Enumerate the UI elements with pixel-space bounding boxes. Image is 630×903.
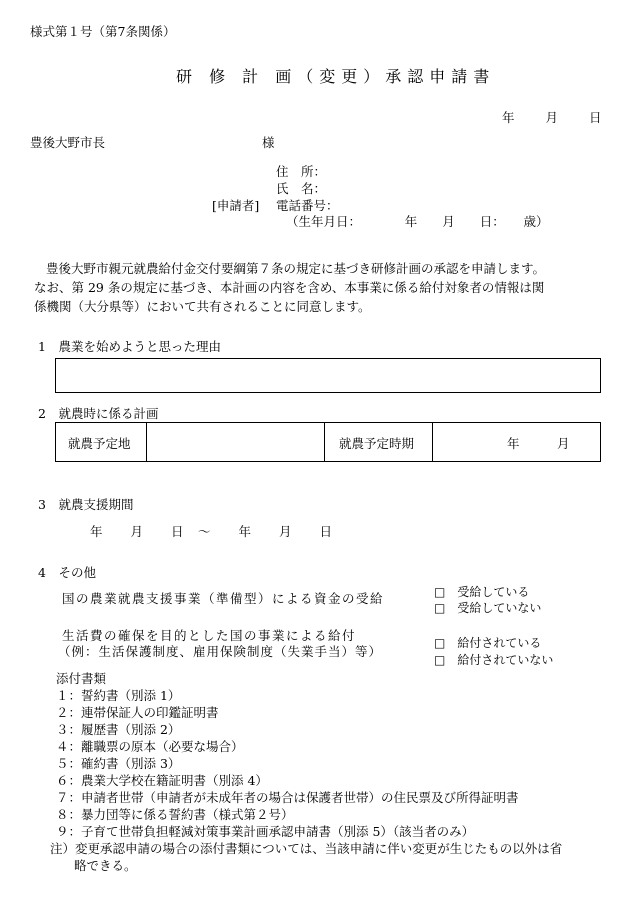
body-line-3: 係機関（大分県等）において共有されることに同意します。 bbox=[34, 299, 371, 314]
time-label: 就農予定時期 bbox=[339, 436, 415, 451]
document-title: 研 修 計 画（変更）承認申請書 bbox=[176, 67, 496, 86]
farming-plan-table bbox=[55, 422, 601, 462]
section-3-heading: 3 就農支援期間 bbox=[38, 497, 134, 512]
time-value: 年 月 bbox=[507, 436, 570, 451]
section-1-heading: 1 農業を始めようと思った理由 bbox=[38, 339, 221, 354]
place-label: 就農予定地 bbox=[68, 436, 131, 451]
q1-option-receiving[interactable]: □ 受給している bbox=[434, 585, 530, 599]
attachment-item: ３：履歴書（別添 2） bbox=[56, 722, 181, 737]
question-2-text-1: 生活費の確保を目的とした国の事業による給付 bbox=[62, 628, 357, 643]
body-line-2: なお、第 29 条の規定に基づき、本計画の内容を含め、本事業に係る給付対象者の情報は関 bbox=[34, 280, 545, 295]
q1-option-not-receiving[interactable]: □ 受給していない bbox=[434, 601, 542, 615]
address-label: 住 所： bbox=[276, 164, 327, 179]
attachment-item: ８：暴力団等に係る誓約書（様式第２号） bbox=[56, 807, 294, 822]
attachment-item: ９：子育て世帯負担軽減対策事業計画承認申請書（別添 5）（該当者のみ） bbox=[56, 824, 475, 839]
support-period: 年 月 日 ～ 年 月 日 bbox=[90, 524, 334, 539]
attachment-item: ４：離職票の原本（必要な場合） bbox=[56, 739, 244, 754]
place-value-cell[interactable] bbox=[147, 423, 325, 461]
section-4-heading: 4 その他 bbox=[38, 565, 96, 580]
time-label-cell bbox=[325, 423, 433, 461]
q2-option-receiving[interactable]: □ 給付されている bbox=[434, 636, 542, 650]
attachment-item: ２：連帯保証人の印鑑証明書 bbox=[56, 705, 219, 720]
section-2-heading: 2 就農時に係る計画 bbox=[38, 406, 159, 421]
q2-option-not-receiving[interactable]: □ 給付されていない bbox=[434, 653, 554, 667]
form-number: 様式第１号（第7条関係） bbox=[30, 24, 176, 39]
date-line: 年 月 日 bbox=[502, 110, 604, 125]
phone-label: 電話番号： bbox=[276, 198, 339, 213]
body-line-1: 豊後大野市親元就農給付金交付要綱第７条の規定に基づき研修計画の承認を申請します。 bbox=[46, 261, 546, 276]
honorific: 様 bbox=[262, 135, 275, 150]
attachment-item: ７：申請者世帯（申請者が未成年者の場合は保護者世帯）の住民票及び所得証明書 bbox=[56, 790, 519, 805]
birth-date-line: （生年月日： 年 月 日： 歳） bbox=[286, 214, 549, 229]
note-line-2: 略できる。 bbox=[74, 858, 137, 873]
applicant-role-label: [申請者] bbox=[212, 198, 260, 213]
name-label: 氏 名： bbox=[276, 181, 327, 196]
time-value-cell[interactable] bbox=[433, 423, 600, 461]
attachment-item: ６：農業大学校在籍証明書（別添 4） bbox=[56, 773, 268, 788]
attachment-item: ５：確約書（別添 3） bbox=[56, 756, 181, 771]
question-1-text: 国の農業就農支援事業（準備型）による資金の受給 bbox=[62, 591, 385, 606]
addressee: 豊後大野市長 bbox=[30, 135, 106, 150]
attachment-item: １：誓約書（別添 1） bbox=[56, 688, 181, 703]
reason-field[interactable] bbox=[55, 358, 601, 393]
note-line-1: 注）変更承認申請の場合の添付書類については、当該申請に伴い変更が生じたもの以外は省 bbox=[50, 841, 563, 856]
place-label-cell bbox=[56, 423, 147, 461]
attachments-heading: 添付書類 bbox=[56, 671, 107, 686]
question-2-text-2: （例：生活保護制度、雇用保険制度（失業手当）等） bbox=[58, 644, 383, 659]
